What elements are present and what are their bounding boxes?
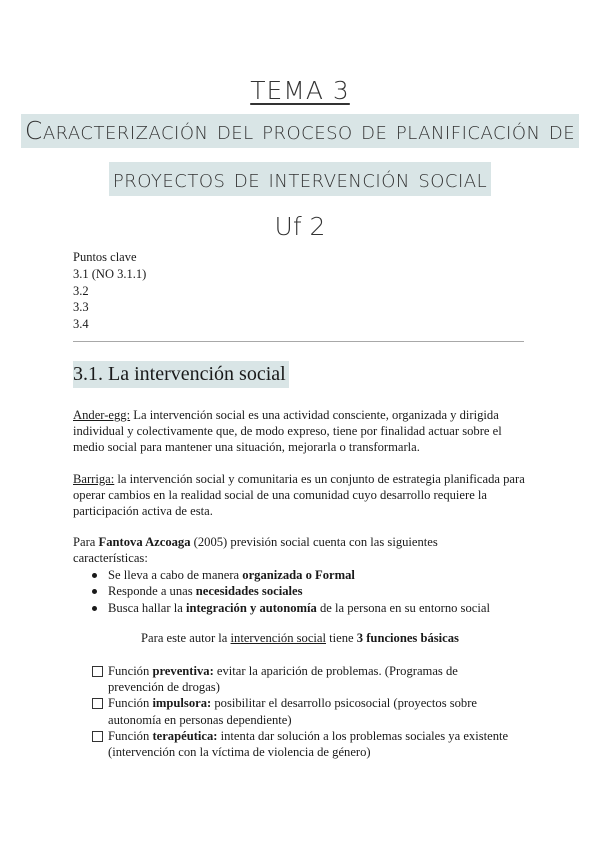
uf-title: Uf 2: [274, 212, 326, 241]
checklist-item: [92, 695, 512, 727]
function-pre: Función: [108, 696, 153, 711]
functions-intro: [0, 630, 600, 646]
function-bold: impulsora:: [152, 696, 212, 711]
center-mid: tiene: [326, 631, 357, 645]
bullet-pre: Se lleva a cabo de manera: [108, 568, 243, 582]
bullet-bold: necesidades sociales: [195, 584, 303, 599]
tema-title: TEMA 3: [250, 76, 350, 105]
section-heading: 3.1. La intervención social: [73, 361, 289, 388]
bullet-pre: Responde a unas: [108, 584, 196, 599]
checkbox-icon: [92, 666, 103, 677]
ander-egg-paragraph: [73, 407, 528, 456]
ander-egg-text: La intervención social es una actividad consciente, organizada y dirigida individual y colectivamente que, de modo expreso, tiene por finalidad actuar sobre el medio social para mantener una situación, mejorarla o transformarla.: [73, 408, 502, 455]
function-bold: terapéutica:: [152, 728, 218, 743]
title-block: [0, 74, 600, 244]
bullet-bold: organizada o Formal: [242, 568, 355, 582]
checklist-item: [92, 663, 512, 695]
fantova-post: (2005) previsión social cuenta con las siguientes características:: [73, 535, 438, 566]
key-point-item: 3.2: [73, 283, 89, 298]
center-pre: Para este autor la: [141, 631, 231, 645]
function-post: intenta dar solución a los problemas sociales ya existente (intervención con la víctima de violencia de género): [108, 728, 509, 760]
list-item: [90, 583, 490, 599]
checklist-item: [92, 728, 512, 760]
function-pre: Función: [108, 728, 153, 743]
fantova-pre: Para: [73, 535, 99, 549]
key-point-item: 3.4: [73, 317, 89, 332]
function-post: evitar la aparición de problemas. (Programas de prevención de drogas): [108, 664, 458, 695]
barriga-label: Barriga:: [73, 472, 115, 486]
center-underlined: intervención social: [230, 631, 327, 645]
function-post: posibilitar el desarrollo psicosocial (proyectos sobre autonomía en personas dependiente): [108, 696, 478, 727]
list-item: [90, 600, 490, 616]
ander-egg-label: Ander-egg:: [73, 408, 131, 422]
characteristics-list: [90, 567, 490, 616]
barriga-paragraph: [73, 471, 528, 520]
center-bold: 3 funciones básicas: [356, 631, 459, 645]
barriga-text: la intervención social y comunitaria es un conjunto de estrategia planificada para operar cambios en la realidad social de una comunidad cuyo desarrollo requiere la participación activa de esta.: [73, 472, 525, 519]
fantova-paragraph: [73, 534, 473, 566]
list-item: [90, 567, 490, 583]
key-point-item: 3.3: [73, 300, 89, 315]
checkbox-icon: [92, 698, 103, 709]
bullet-post: de la persona en su entorno social: [316, 600, 490, 615]
function-pre: Función: [108, 664, 153, 678]
key-points-heading: Puntos clave: [73, 250, 137, 264]
function-bold: preventiva:: [152, 664, 214, 678]
key-point-item: 3.1 (NO 3.1.1): [73, 266, 147, 281]
key-points: [73, 249, 146, 333]
title-line-2: proyectos de intervención social: [109, 162, 491, 196]
horizontal-divider: [73, 341, 524, 342]
bullet-pre: Busca hallar la: [108, 600, 186, 615]
checkbox-icon: [92, 731, 103, 742]
functions-checklist: [92, 663, 512, 760]
title-line-1: Caracterización del proceso de planificación de: [21, 114, 579, 148]
fantova-author: Fantova Azcoaga: [98, 535, 191, 549]
bullet-bold: integración y autonomía: [185, 600, 317, 615]
